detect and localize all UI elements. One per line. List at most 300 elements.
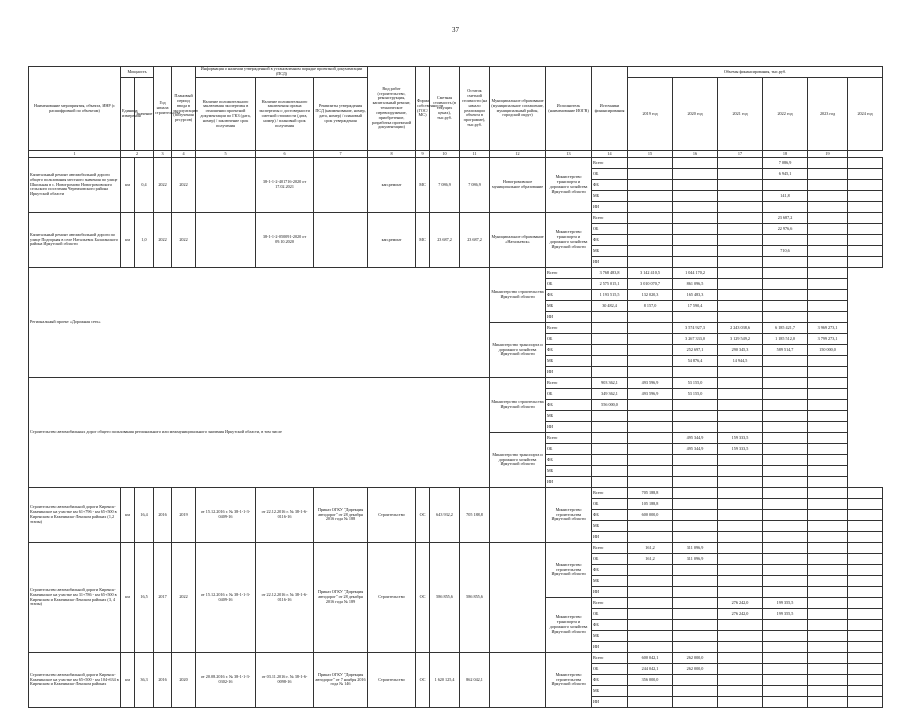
row-amount bbox=[718, 576, 763, 587]
row-amount bbox=[718, 180, 763, 191]
row-amount bbox=[628, 433, 673, 444]
row-source: МБ bbox=[546, 411, 592, 422]
row-source: Всего bbox=[592, 653, 628, 664]
row-amount bbox=[628, 455, 673, 466]
row-amount bbox=[628, 565, 673, 576]
row-year-start: 2016 bbox=[154, 653, 172, 708]
row-amount bbox=[628, 334, 673, 345]
row-amount bbox=[628, 631, 673, 642]
row-amount bbox=[808, 180, 848, 191]
row-amount bbox=[673, 565, 718, 576]
row-source: МБ bbox=[592, 686, 628, 697]
row-amount bbox=[718, 411, 763, 422]
row-amount bbox=[763, 664, 808, 675]
row-amount bbox=[628, 477, 673, 488]
table-row bbox=[29, 268, 883, 279]
row-ownership: ОС bbox=[416, 488, 430, 543]
row-source: ОБ bbox=[592, 664, 628, 675]
row-amount: 161,2 bbox=[628, 543, 673, 554]
row-psd: Приказ ОГКУ "Дирекция автодорог" от 28 декабря 2016 года № 189 bbox=[314, 543, 368, 653]
column-number: 18 bbox=[763, 151, 808, 158]
row-amount bbox=[718, 686, 763, 697]
row-amount bbox=[808, 433, 848, 444]
column-number: 15 bbox=[628, 151, 673, 158]
header-year: 2019 год bbox=[628, 78, 673, 151]
row-amount: 3 267 333,0 bbox=[673, 334, 718, 345]
row-source: ОБ bbox=[592, 499, 628, 510]
row-amount bbox=[763, 400, 808, 411]
row-amount bbox=[718, 224, 763, 235]
row-amount bbox=[763, 587, 808, 598]
row-source: ИИ bbox=[592, 532, 628, 543]
row-amount bbox=[808, 444, 848, 455]
row-source: ИИ bbox=[592, 642, 628, 653]
row-amount bbox=[718, 400, 763, 411]
row-amount bbox=[673, 411, 718, 422]
row-amount bbox=[808, 664, 848, 675]
row-amount bbox=[673, 202, 718, 213]
row-amount: 105 188,8 bbox=[628, 499, 673, 510]
row-amount: 3 799 273,1 bbox=[808, 334, 848, 345]
row-amount bbox=[718, 235, 763, 246]
row-amount bbox=[848, 488, 883, 499]
row-amount bbox=[808, 356, 848, 367]
row-amount bbox=[718, 587, 763, 598]
row-amount bbox=[763, 455, 808, 466]
row-amount: 262 000,0 bbox=[673, 664, 718, 675]
row-amount bbox=[808, 532, 848, 543]
row-amount bbox=[628, 422, 673, 433]
row-amount bbox=[808, 554, 848, 565]
row-amount: 600 000,0 bbox=[628, 510, 673, 521]
row-amount bbox=[718, 642, 763, 653]
row-amount bbox=[673, 422, 718, 433]
column-number: 17 bbox=[718, 151, 763, 158]
row-amount: 356 000,0 bbox=[628, 675, 673, 686]
column-number: 14 bbox=[592, 151, 628, 158]
row-amount: 290 345,3 bbox=[718, 345, 763, 356]
row-amount: 493 596,9 bbox=[628, 389, 673, 400]
row-amount bbox=[718, 521, 763, 532]
row-amount bbox=[808, 279, 848, 290]
row-amount bbox=[718, 510, 763, 521]
row-amount bbox=[808, 686, 848, 697]
header-year: 2022 год bbox=[763, 78, 808, 151]
row-amount bbox=[718, 389, 763, 400]
row-amount bbox=[763, 180, 808, 191]
row-amount bbox=[848, 191, 883, 202]
row-amount bbox=[592, 367, 628, 378]
row-source: ОБ bbox=[546, 279, 592, 290]
row-amount bbox=[628, 521, 673, 532]
row-amount bbox=[808, 257, 848, 268]
row-name: Строительство автомобильной дороги Киренск-Казачинское на участке км 61+796 - км 65+500 в Киренском и Казачинско-Ленском районах (1,2 этапы) bbox=[29, 488, 121, 543]
row-amount bbox=[673, 587, 718, 598]
row-amount bbox=[628, 180, 673, 191]
row-amount: 495 344,9 bbox=[673, 444, 718, 455]
row-amount bbox=[848, 609, 883, 620]
row-work-type: Строительство bbox=[368, 543, 416, 653]
row-amount bbox=[808, 213, 848, 224]
header-psd-details: Реквизиты утверждения ПСД (наименование, номер, дата, номер) / плановый срок утверждения bbox=[314, 78, 368, 151]
row-ownership: МС bbox=[416, 158, 430, 213]
column-number: 19 bbox=[808, 151, 848, 158]
row-amount bbox=[673, 158, 718, 169]
row-amount bbox=[848, 554, 883, 565]
row-estimate: 23 687,2 bbox=[430, 213, 460, 268]
row-amount bbox=[808, 169, 848, 180]
row-amount bbox=[718, 301, 763, 312]
column-numbers-row bbox=[29, 151, 883, 158]
column-number: 7 bbox=[314, 151, 368, 158]
row-amount bbox=[628, 169, 673, 180]
row-amount bbox=[808, 697, 848, 708]
row-amount bbox=[718, 488, 763, 499]
row-amount: 1 185 512,0 bbox=[763, 334, 808, 345]
row-amount bbox=[848, 620, 883, 631]
row-year-end: 2022 bbox=[172, 543, 196, 653]
column-number: 8 bbox=[368, 151, 416, 158]
row-amount: 252 697,1 bbox=[673, 345, 718, 356]
table-body bbox=[29, 151, 883, 708]
program-table bbox=[28, 66, 883, 708]
row-municipality: Новогромовское муниципальное образование bbox=[490, 158, 546, 213]
row-amount bbox=[673, 224, 718, 235]
row-unit: км bbox=[121, 653, 135, 708]
row-municipality bbox=[490, 653, 546, 708]
header-funding: Объемы финансирования, тыс.руб. bbox=[628, 67, 883, 78]
row-year-end: 2022 bbox=[172, 158, 196, 213]
row-amount bbox=[848, 543, 883, 554]
row-remaining: 862 042,1 bbox=[460, 653, 490, 708]
row-year-end: 2022 bbox=[172, 213, 196, 268]
row-source: Всего bbox=[592, 158, 628, 169]
row-amount bbox=[848, 653, 883, 664]
row-amount: 589 514,7 bbox=[763, 345, 808, 356]
row-year-start: 2022 bbox=[154, 213, 172, 268]
row-amount bbox=[628, 609, 673, 620]
row-amount bbox=[628, 257, 673, 268]
row-amount bbox=[808, 312, 848, 323]
row-amount bbox=[808, 224, 848, 235]
row-amount bbox=[718, 213, 763, 224]
row-source: ФБ bbox=[592, 510, 628, 521]
row-amount bbox=[673, 455, 718, 466]
row-source: ФБ bbox=[592, 235, 628, 246]
row-amount bbox=[592, 323, 628, 334]
row-source: МБ bbox=[546, 301, 592, 312]
row-amount bbox=[718, 653, 763, 664]
row-source: ИИ bbox=[592, 587, 628, 598]
row-ownership: ОС bbox=[416, 653, 430, 708]
row-ownership: МС bbox=[416, 213, 430, 268]
row-amount bbox=[763, 543, 808, 554]
row-amount bbox=[628, 400, 673, 411]
row-source: ОБ bbox=[592, 554, 628, 565]
row-executor: Министерство строительства Иркутской области bbox=[546, 543, 592, 598]
row-amount bbox=[718, 378, 763, 389]
row-psd bbox=[314, 158, 368, 213]
header-value: Значение bbox=[135, 78, 154, 151]
row-amount: 53 155,0 bbox=[673, 389, 718, 400]
row-amount bbox=[628, 466, 673, 477]
row-source: Всего bbox=[592, 488, 628, 499]
table-row bbox=[29, 158, 883, 169]
row-amount bbox=[808, 543, 848, 554]
header-source: Источники финансирования bbox=[592, 67, 628, 151]
row-amount: 165 483,3 bbox=[673, 290, 718, 301]
header-name: Наименование мероприятия, объекта, ИНР (с расшифровкой по объектам) bbox=[29, 67, 121, 151]
row-amount bbox=[763, 488, 808, 499]
row-amount bbox=[628, 642, 673, 653]
row-amount bbox=[628, 697, 673, 708]
row-amount bbox=[592, 477, 628, 488]
row-amount: 14 944,5 bbox=[718, 356, 763, 367]
row-amount bbox=[848, 565, 883, 576]
row-source: ОБ bbox=[546, 334, 592, 345]
row-amount bbox=[808, 290, 848, 301]
row-source: ФБ bbox=[546, 345, 592, 356]
column-number: 5 bbox=[196, 151, 256, 158]
row-amount bbox=[718, 312, 763, 323]
row-amount: 493 596,9 bbox=[628, 378, 673, 389]
row-amount bbox=[808, 631, 848, 642]
row-source: ФБ bbox=[546, 290, 592, 301]
row-amount: 199 355,5 bbox=[763, 598, 808, 609]
header-year: 2020 год bbox=[673, 78, 718, 151]
row-amount bbox=[628, 345, 673, 356]
row-amount: 276 242,0 bbox=[718, 609, 763, 620]
row-amount bbox=[763, 444, 808, 455]
row-amount bbox=[808, 565, 848, 576]
row-amount bbox=[763, 686, 808, 697]
row-req-expertise: от 22.12.2016 г. № 38-1-6-0116-16 bbox=[256, 543, 314, 653]
row-amount bbox=[592, 312, 628, 323]
row-amount bbox=[718, 422, 763, 433]
row-amount bbox=[808, 642, 848, 653]
row-amount bbox=[763, 356, 808, 367]
row-amount bbox=[628, 158, 673, 169]
row-amount bbox=[848, 587, 883, 598]
row-work-type: кап.ремонт bbox=[368, 158, 416, 213]
row-amount: 311 096,9 bbox=[673, 543, 718, 554]
header-municipality: Муниципальное образование (муниципальное соглашение, муниципальный район, городской округ) bbox=[490, 67, 546, 151]
row-amount bbox=[808, 653, 848, 664]
row-amount bbox=[763, 477, 808, 488]
row-amount bbox=[808, 367, 848, 378]
header-info-group: Информация о наличии утвержденной в установленном порядке проектной документации (ПСД) bbox=[196, 67, 368, 78]
row-amount bbox=[592, 356, 628, 367]
table-row bbox=[29, 378, 883, 389]
row-year-end: 2020 bbox=[172, 653, 196, 708]
row-source: Всего bbox=[546, 378, 592, 389]
row-value: 36,3 bbox=[135, 653, 154, 708]
row-executor: Министерство транспорта и дорожного хозяйства Иркутской области bbox=[546, 598, 592, 653]
row-amount bbox=[808, 191, 848, 202]
row-amount bbox=[808, 587, 848, 598]
row-amount: 159 333,5 bbox=[718, 444, 763, 455]
header-year: 2021 год bbox=[718, 78, 763, 151]
row-source: ОБ bbox=[592, 609, 628, 620]
row-amount: 3 969 273,1 bbox=[808, 323, 848, 334]
row-amount: 3 129 549,2 bbox=[718, 334, 763, 345]
row-amount bbox=[763, 642, 808, 653]
row-amount bbox=[718, 477, 763, 488]
row-amount bbox=[673, 576, 718, 587]
row-amount bbox=[763, 268, 808, 279]
row-amount bbox=[592, 345, 628, 356]
row-amount: 349 362,1 bbox=[592, 389, 628, 400]
row-amount: 262 000,0 bbox=[673, 653, 718, 664]
row-name: Строительство автомобильной дороги Киренск-Казачинское на участке км 31+786 - км 65+500 в Киренском и Казачинско-Ленском районах (3, 4 этапы) bbox=[29, 543, 121, 653]
row-req-expertise: 38-1-1-2-050091-2020 от 09.10.2020 bbox=[256, 213, 314, 268]
row-amount: 1 044 170,2 bbox=[673, 268, 718, 279]
column-number: 12 bbox=[490, 151, 546, 158]
row-amount bbox=[848, 598, 883, 609]
row-amount bbox=[808, 477, 848, 488]
row-amount bbox=[673, 257, 718, 268]
row-amount: 276 242,0 bbox=[718, 598, 763, 609]
row-amount: 600 042,1 bbox=[628, 653, 673, 664]
row-amount bbox=[592, 466, 628, 477]
row-value: 1,0 bbox=[135, 213, 154, 268]
row-amount bbox=[673, 180, 718, 191]
row-amount bbox=[718, 169, 763, 180]
row-amount: 705 188,8 bbox=[628, 488, 673, 499]
row-amount bbox=[763, 279, 808, 290]
row-amount bbox=[763, 565, 808, 576]
table-row bbox=[29, 653, 883, 664]
row-unit: км bbox=[121, 213, 135, 268]
column-number: 16 bbox=[673, 151, 718, 158]
row-amount bbox=[718, 257, 763, 268]
row-amount bbox=[808, 202, 848, 213]
row-amount bbox=[808, 378, 848, 389]
row-amount bbox=[848, 499, 883, 510]
row-expertise: от 15.12.2016 г. № 38-1-1-3-0409-16 bbox=[196, 488, 256, 543]
row-amount bbox=[718, 455, 763, 466]
header-ownership: Форма собственности (ГОС/МС) bbox=[416, 67, 430, 151]
row-source: МБ bbox=[592, 576, 628, 587]
column-number: 4 bbox=[172, 151, 196, 158]
row-amount bbox=[848, 246, 883, 257]
row-amount bbox=[763, 521, 808, 532]
row-amount bbox=[718, 158, 763, 169]
row-amount bbox=[763, 697, 808, 708]
row-source: ФБ bbox=[592, 565, 628, 576]
row-amount: 54 876,4 bbox=[673, 356, 718, 367]
row-amount bbox=[763, 499, 808, 510]
row-executor: Министерство строительства Иркутской области bbox=[490, 378, 546, 433]
row-amount bbox=[848, 169, 883, 180]
row-amount bbox=[763, 466, 808, 477]
row-amount bbox=[592, 433, 628, 444]
row-source: ФБ bbox=[592, 620, 628, 631]
row-amount bbox=[763, 653, 808, 664]
header-expertise: Наличие положительного заключения экспертизы в отношении проектной документации по ГКЗ (дата, номер) / заключение срок получения bbox=[196, 78, 256, 151]
row-amount bbox=[808, 488, 848, 499]
row-amount bbox=[848, 697, 883, 708]
row-source: ИИ bbox=[546, 312, 592, 323]
row-amount bbox=[848, 642, 883, 653]
row-amount bbox=[673, 642, 718, 653]
row-amount bbox=[673, 598, 718, 609]
column-number: 1 bbox=[29, 151, 121, 158]
row-amount: 150 000,0 bbox=[808, 345, 848, 356]
row-amount bbox=[848, 686, 883, 697]
row-amount bbox=[763, 422, 808, 433]
row-amount bbox=[673, 686, 718, 697]
header-remaining: Остаток сметной стоимости (на начало реализации объекта в программе), тыс.руб. bbox=[460, 67, 490, 151]
row-amount bbox=[592, 422, 628, 433]
row-amount bbox=[718, 466, 763, 477]
row-psd: Приказ ОГКУ "Дирекция автодорог" от 28 декабря 2016 года № 188 bbox=[314, 488, 368, 543]
row-expertise: от 20.08.2016 г. № 38-1-1-3-0302-16 bbox=[196, 653, 256, 708]
row-amount bbox=[848, 576, 883, 587]
row-amount bbox=[673, 499, 718, 510]
row-name: Капитальный ремонт автомобильной дороги по улице Подгорная в селе Натальевск Балаганского района Иркутской области bbox=[29, 213, 121, 268]
header-year-start: Год начала строительства bbox=[154, 67, 172, 151]
row-amount bbox=[718, 543, 763, 554]
row-amount bbox=[808, 466, 848, 477]
column-number: 6 bbox=[256, 151, 314, 158]
row-amount bbox=[848, 257, 883, 268]
row-amount bbox=[848, 180, 883, 191]
row-amount bbox=[848, 675, 883, 686]
row-amount: 861 096,5 bbox=[673, 279, 718, 290]
row-amount: 23 687,2 bbox=[763, 213, 808, 224]
row-amount bbox=[718, 202, 763, 213]
row-amount: 556 000,0 bbox=[592, 400, 628, 411]
row-amount bbox=[808, 268, 848, 279]
row-source: ИИ bbox=[592, 202, 628, 213]
row-amount bbox=[673, 235, 718, 246]
row-estimate: 7 086,9 bbox=[430, 158, 460, 213]
row-amount: 3 768 483,8 bbox=[592, 268, 628, 279]
row-amount bbox=[592, 444, 628, 455]
row-amount: 53 155,0 bbox=[673, 378, 718, 389]
row-amount bbox=[628, 224, 673, 235]
row-expertise: от 15.12.2016 г. № 38-1-1-3-0409-16 bbox=[196, 543, 256, 653]
row-source: ОБ bbox=[546, 389, 592, 400]
row-unit: км bbox=[121, 543, 135, 653]
row-amount: 3 010 070,7 bbox=[628, 279, 673, 290]
row-value: 0,4 bbox=[135, 158, 154, 213]
row-amount bbox=[848, 224, 883, 235]
row-remaining: 586 855,6 bbox=[460, 543, 490, 653]
row-amount: 161,2 bbox=[628, 554, 673, 565]
row-amount bbox=[628, 587, 673, 598]
row-amount bbox=[673, 675, 718, 686]
row-source: Всего bbox=[546, 268, 592, 279]
row-source: Всего bbox=[546, 323, 592, 334]
row-amount bbox=[763, 235, 808, 246]
row-amount: 30 482,4 bbox=[592, 301, 628, 312]
page-number: 37 bbox=[452, 26, 459, 34]
row-amount bbox=[763, 367, 808, 378]
row-amount: 2 243 038,6 bbox=[718, 323, 763, 334]
row-executor: Министерство строительства Иркутской области bbox=[546, 653, 592, 708]
row-amount: 22 976,6 bbox=[763, 224, 808, 235]
row-amount bbox=[673, 466, 718, 477]
row-amount bbox=[628, 686, 673, 697]
row-unit: км bbox=[121, 488, 135, 543]
row-amount bbox=[808, 620, 848, 631]
row-source: ИИ bbox=[592, 697, 628, 708]
header-year-end: Плановый период ввода в эксплуатацию (получения ресурсов) bbox=[172, 67, 196, 151]
row-amount: 6 945,1 bbox=[763, 169, 808, 180]
row-amount bbox=[673, 477, 718, 488]
